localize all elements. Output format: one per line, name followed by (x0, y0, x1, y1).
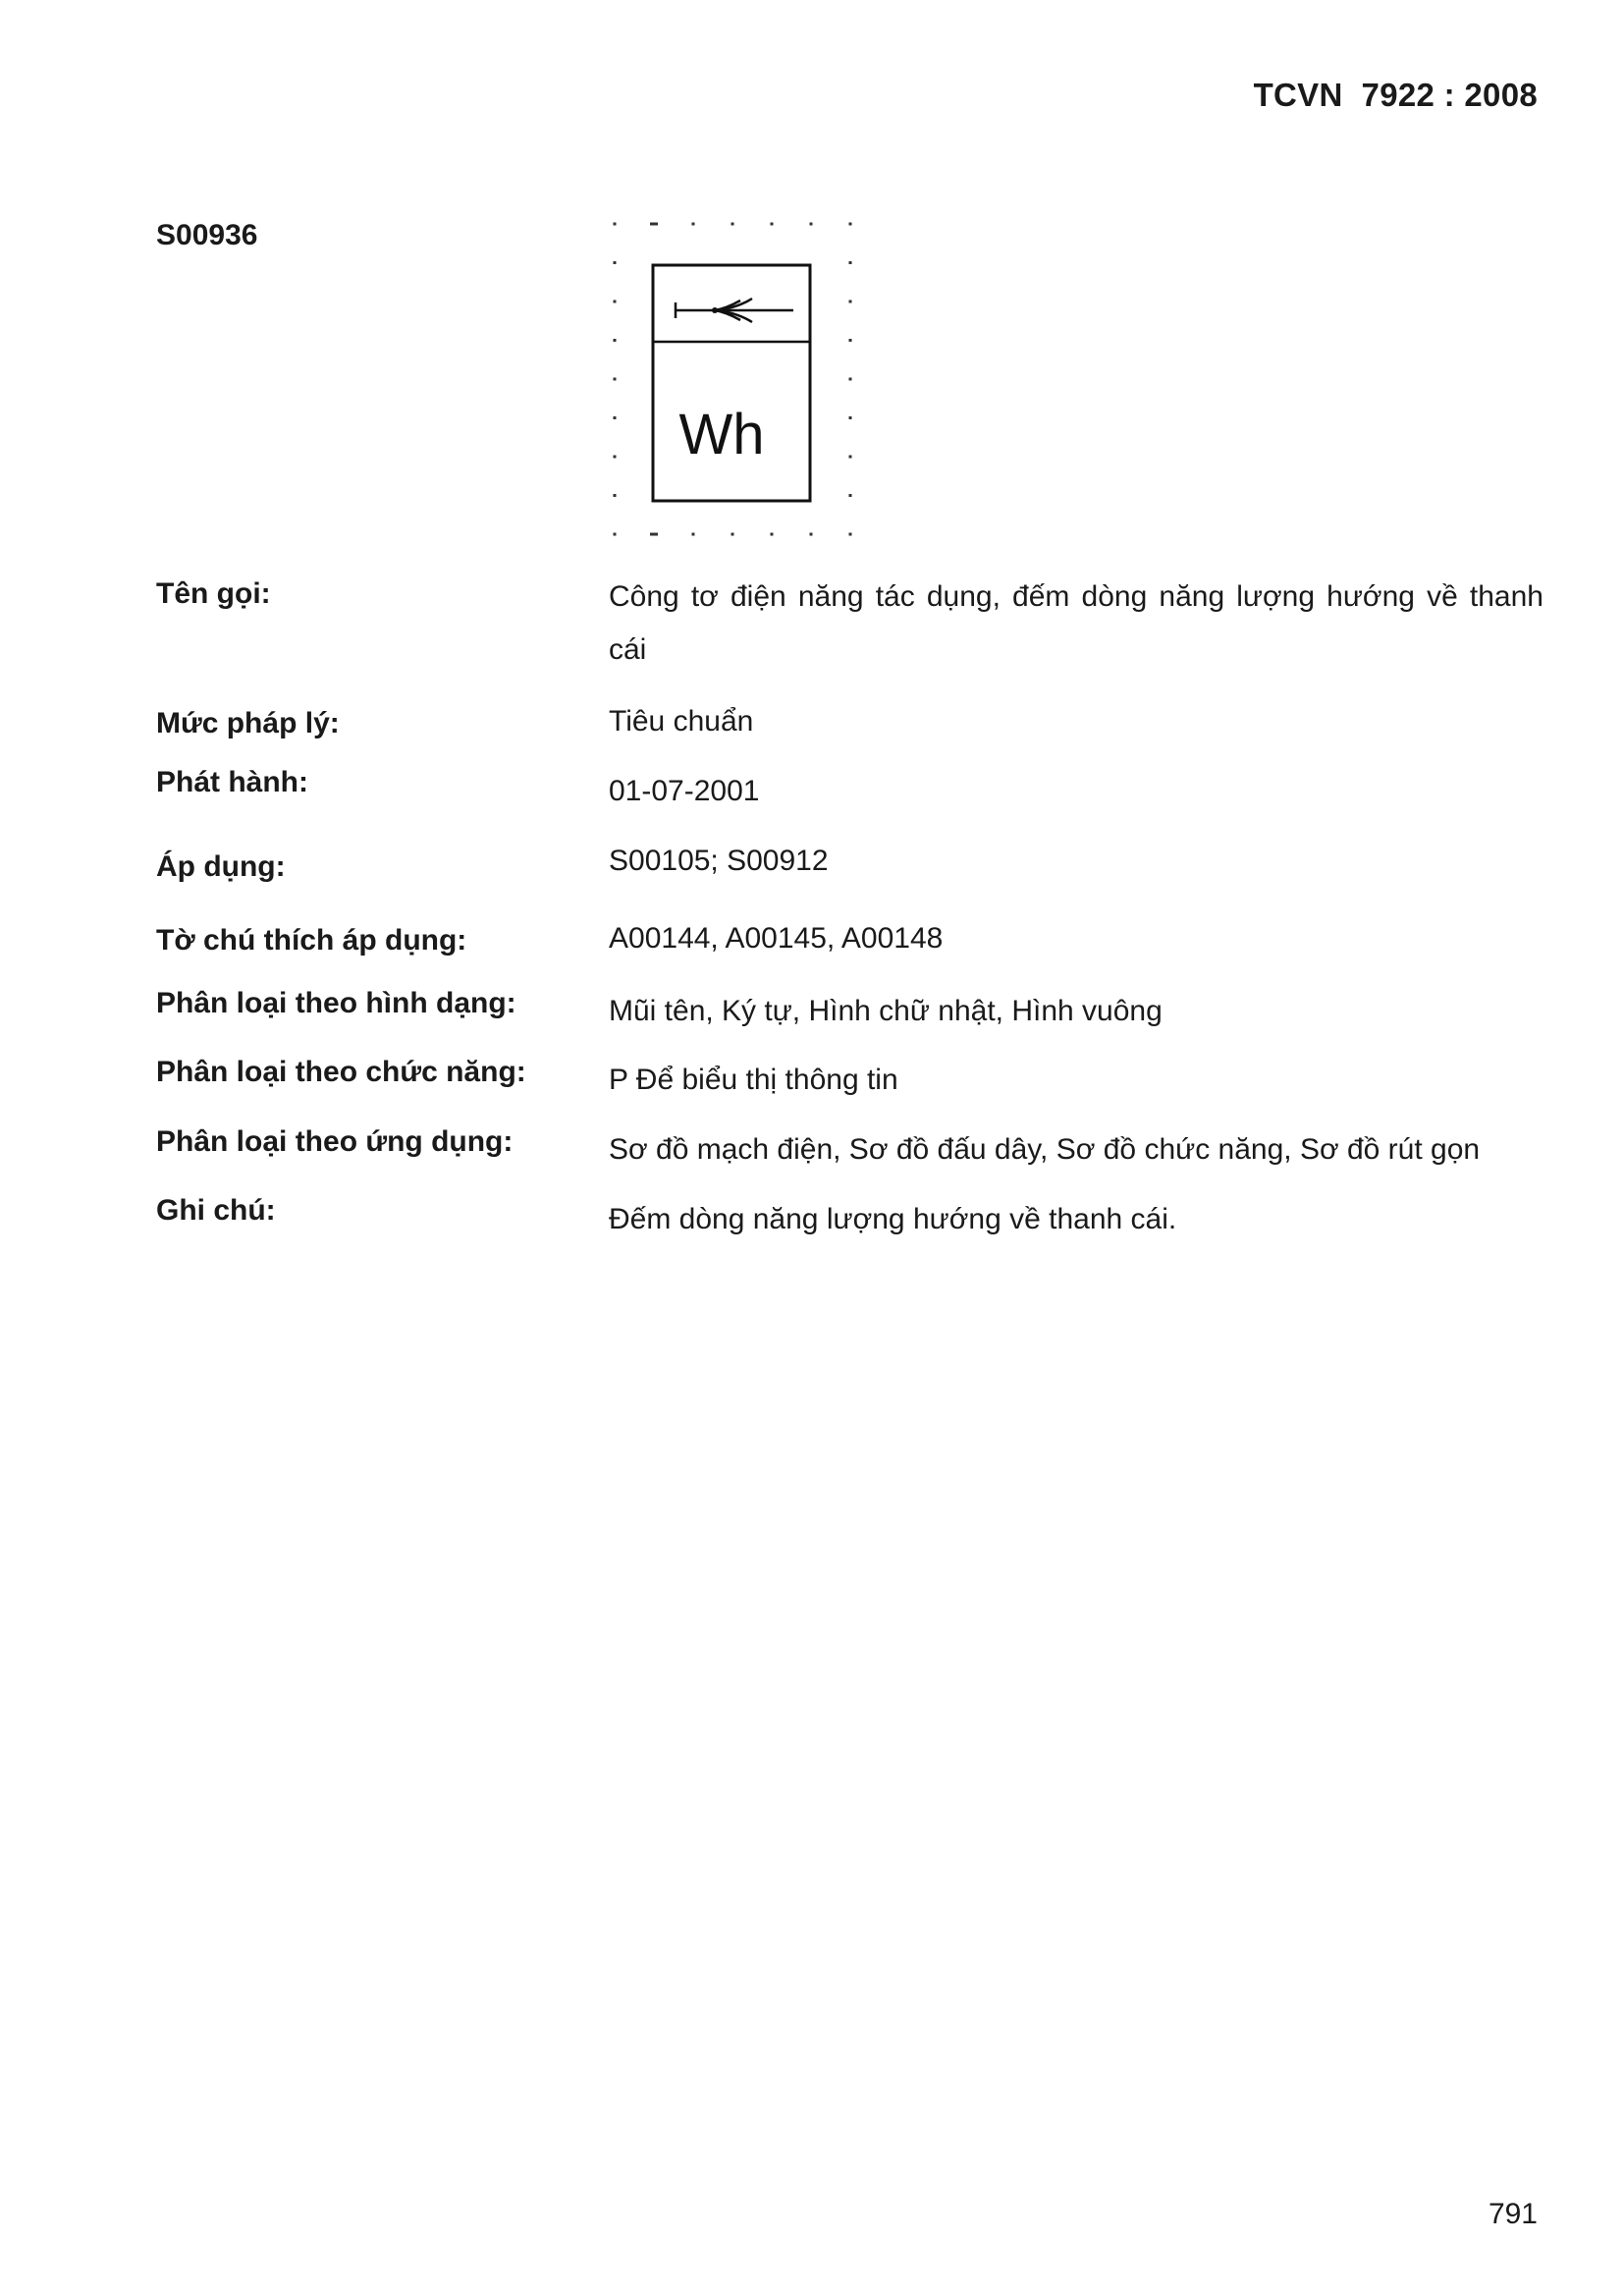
field-label-legal-level: Mức pháp lý: (156, 707, 340, 739)
grid-dot (614, 339, 617, 342)
grid-dot (731, 223, 734, 226)
grid-dot (771, 223, 774, 226)
grid-dots (614, 223, 852, 536)
grid-dot (849, 494, 852, 497)
grid-dot (614, 378, 617, 381)
field-value-annotation-sheets: A00144, A00145, A00148 (609, 922, 944, 955)
field-label-function-class: Phân loại theo chức năng: (156, 1056, 526, 1088)
grid-dot (650, 533, 658, 536)
grid-dot (614, 301, 617, 303)
incoming-arrow-icon (676, 299, 793, 322)
field-label-applies: Áp dụng: (156, 850, 286, 883)
field-value-issued: 01-07-2001 (609, 775, 760, 807)
grid-dot (614, 494, 617, 497)
grid-dot (731, 533, 734, 536)
grid-dot (614, 223, 617, 226)
grid-dot (614, 261, 617, 264)
grid-dot (849, 456, 852, 459)
grid-dot (849, 378, 852, 381)
symbol-code: S00936 (156, 219, 258, 251)
standard-header: TCVN 7922 : 2008 (1253, 77, 1538, 113)
grid-dot (614, 533, 617, 536)
grid-dot (849, 261, 852, 264)
grid-dot (849, 223, 852, 226)
grid-dot (692, 223, 695, 226)
grid-dot (614, 456, 617, 459)
grid-dot (849, 301, 852, 303)
meter-unit-label: Wh (678, 403, 765, 466)
grid-dot (810, 533, 813, 536)
field-label-name: Tên gọi: (156, 577, 271, 610)
field-value-name: Công tơ điện năng tác dụng, đếm dòng năng lượng hướng về thanh cái (609, 580, 1543, 666)
field-label-shape-class: Phân loại theo hình dạng: (156, 987, 516, 1019)
field-label-notes: Ghi chú: (156, 1194, 276, 1227)
grid-dot (810, 223, 813, 226)
field-value-applies: S00105; S00912 (609, 845, 829, 877)
grid-dot (692, 533, 695, 536)
field-value-function-class: P Để biểu thị thông tin (609, 1064, 898, 1096)
energy-meter-symbol-icon (601, 210, 866, 544)
field-value-application-class: Sơ đồ mạch điện, Sơ đồ đấu dây, Sơ đồ chức năng, Sơ đồ rút gọn (609, 1133, 1481, 1166)
field-label-annotation-sheets: Tờ chú thích áp dụng: (156, 924, 467, 957)
grid-dot (849, 339, 852, 342)
grid-dot (771, 533, 774, 536)
grid-dot (849, 416, 852, 419)
grid-dot (650, 223, 658, 226)
grid-dot (849, 533, 852, 536)
field-label-issued: Phát hành: (156, 766, 308, 798)
field-value-legal-level: Tiêu chuẩn (609, 705, 754, 738)
field-value-notes: Đếm dòng năng lượng hướng về thanh cái. (609, 1203, 1177, 1235)
field-value-shape-class: Mũi tên, Ký tự, Hình chữ nhật, Hình vuông (609, 995, 1163, 1027)
page-number: 791 (1488, 2198, 1538, 2230)
grid-dot (614, 416, 617, 419)
field-label-application-class: Phân loại theo ứng dụng: (156, 1125, 514, 1158)
